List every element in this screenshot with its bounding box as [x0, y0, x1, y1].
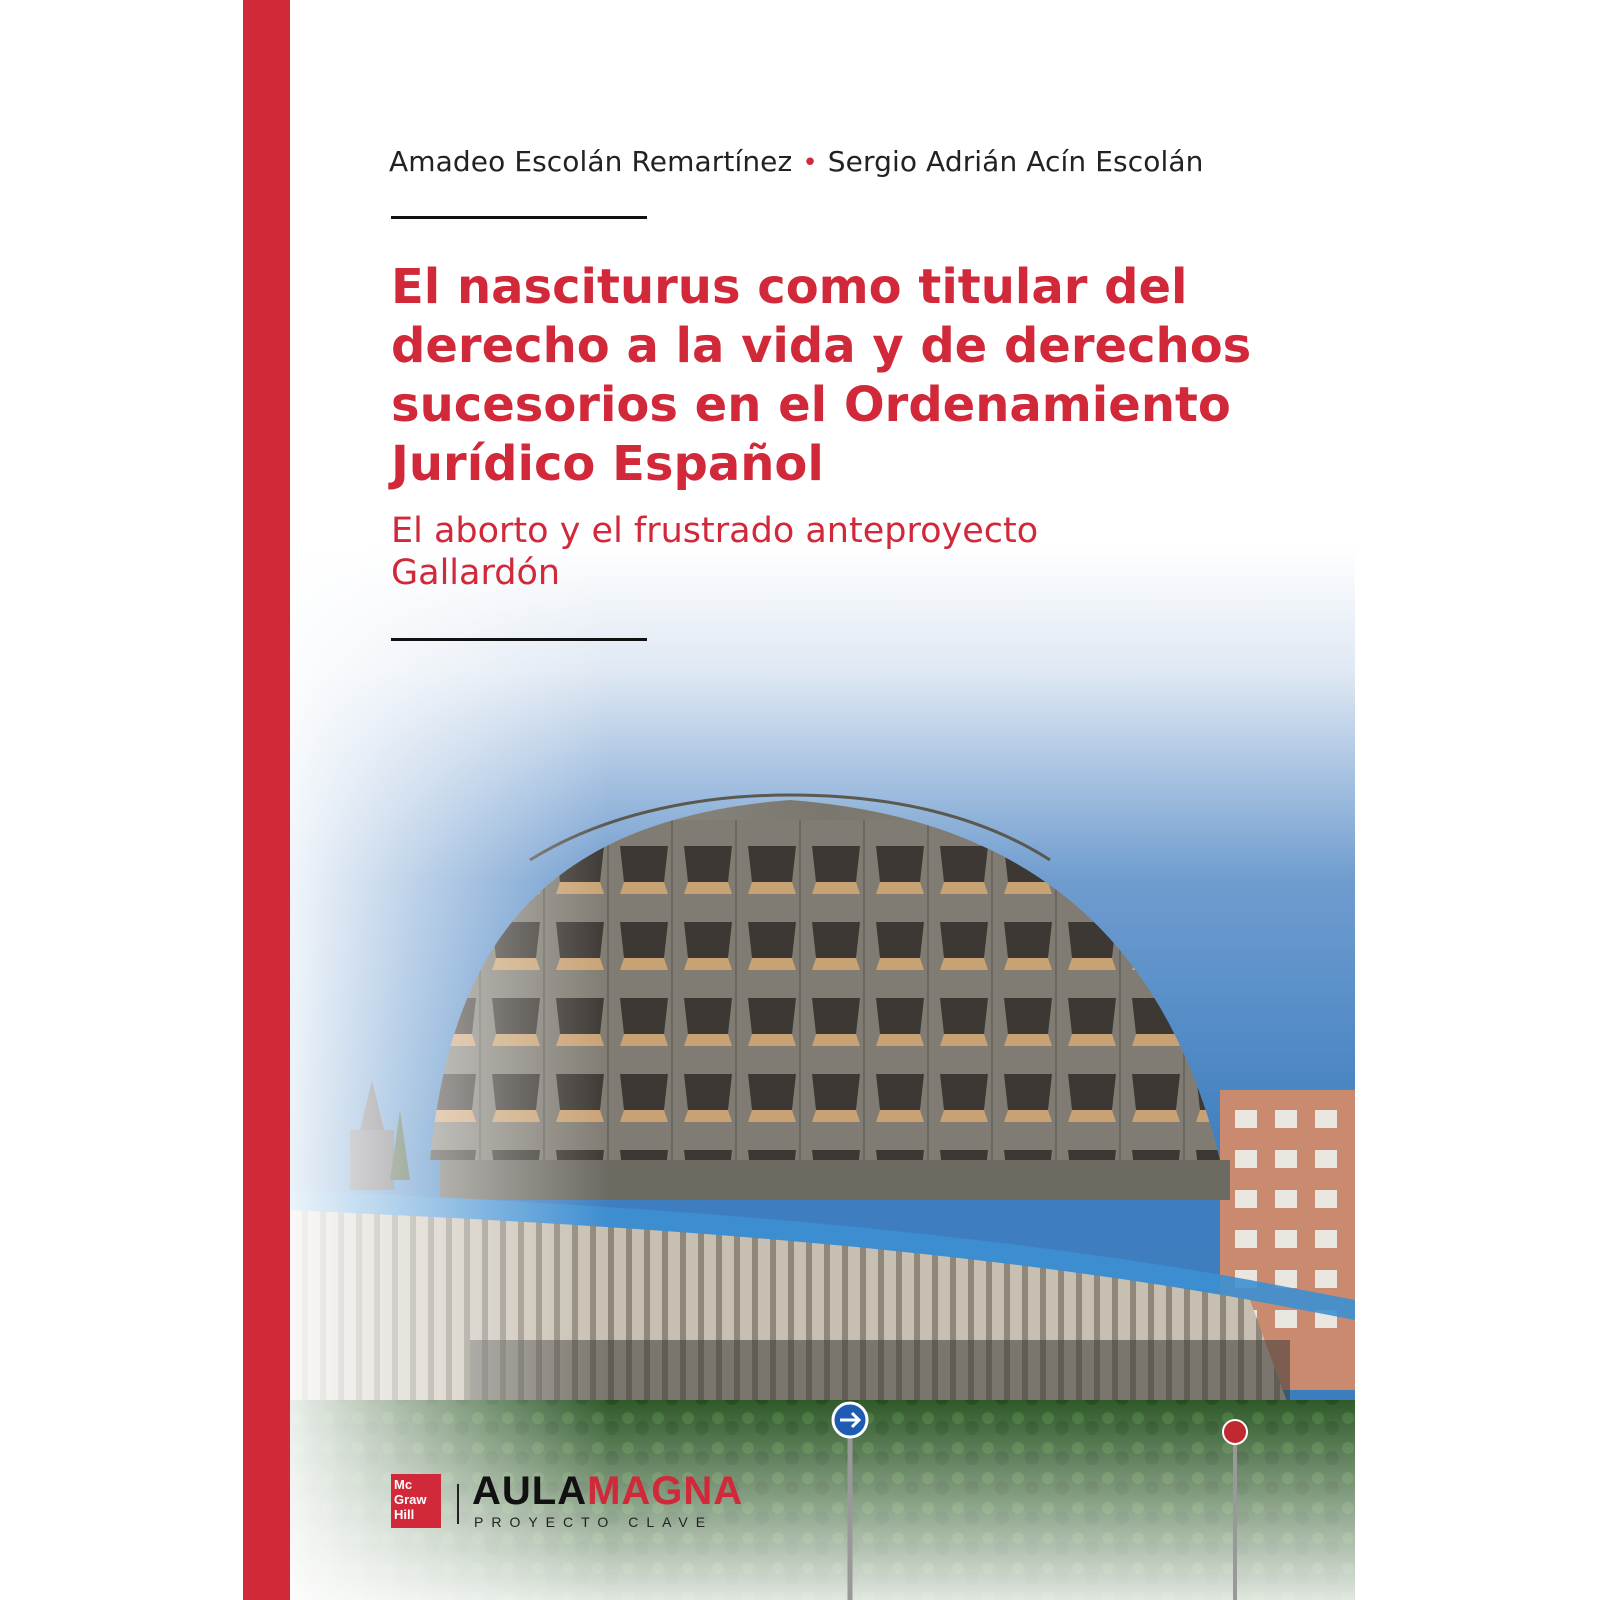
aula-magna-brand: AULAMAGNA — [472, 1469, 744, 1513]
mcgraw-hill-logo: Mc Graw Hill — [391, 1474, 441, 1528]
bottom-divider-rule — [391, 638, 647, 641]
logo-separator — [457, 1484, 459, 1524]
author-1: Amadeo Escolán Remartínez — [389, 145, 793, 178]
book-cover — [243, 0, 1355, 1600]
title-line: sucesorios en el Ordenamiento — [391, 377, 1231, 433]
brand-tagline: PROYECTO CLAVE — [474, 1514, 714, 1530]
subtitle-line: El aborto y el frustrado anteproyecto — [391, 511, 1039, 551]
title-line: El nasciturus como titular del — [391, 259, 1188, 315]
subtitle-line: Gallardón — [391, 553, 561, 593]
title-line: derecho a la vida y de derechos — [391, 318, 1252, 374]
book-subtitle — [391, 510, 1191, 594]
authors-line — [389, 145, 1203, 178]
author-2: Sergio Adrián Acín Escolán — [827, 145, 1204, 178]
red-spine-band — [243, 0, 290, 1600]
author-separator-dot: • — [802, 148, 818, 178]
title-line: Jurídico Español — [391, 436, 824, 492]
cover-photo-constitutional-court-building — [290, 0, 1355, 1600]
top-divider-rule — [391, 216, 647, 219]
book-title — [391, 258, 1271, 494]
